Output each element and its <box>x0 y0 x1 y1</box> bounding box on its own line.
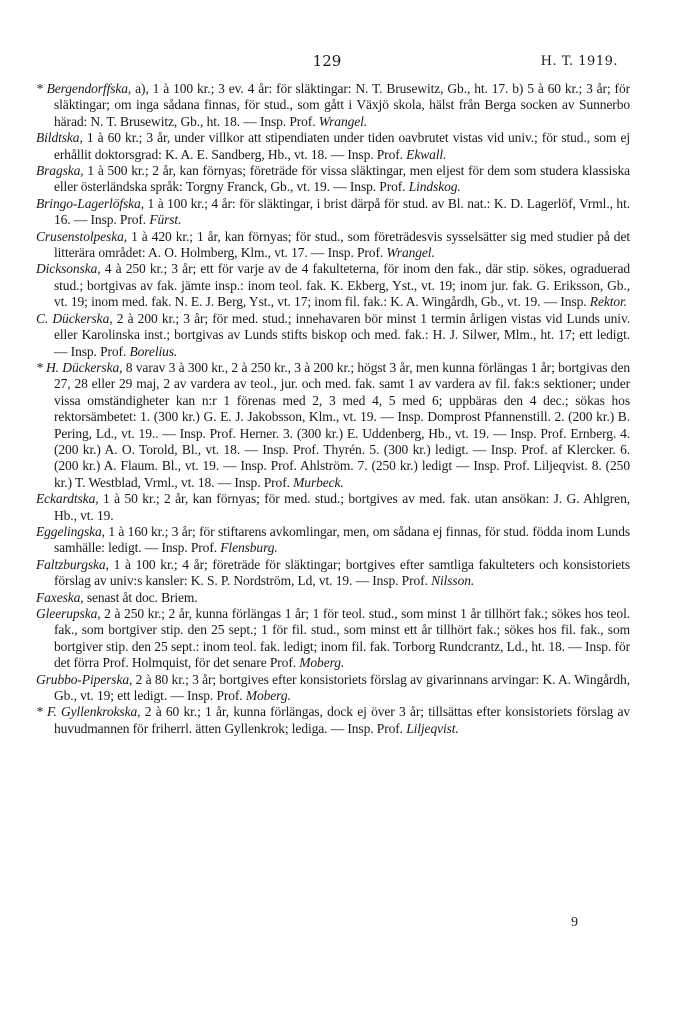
scholarship-text: 1 à 420 kr.; 1 år, kan förnyas; för stud., som företrädesvis sysselsätter sig med studier på det litterära området: A. O. Holmberg, Klm., vt. 17. — Insp. Prof. <box>54 228 630 261</box>
scholarship-entry <box>36 672 630 705</box>
scholarship-name: Eckardtska, <box>36 491 99 507</box>
scholarship-text: 2 à 250 kr.; 2 år, kunna förlängas 1 år; 1 för teol. stud., som minst 1 år tillhört fak.; sökes hos teol. fak., som bortgiver stip. den 25 sept.; 1 för fil. stud., som minst ett år tillhört fak.; sökes hos fil. fak., som bortgiver stip. den 25 sept.: inom teol. fak. ledigt; inom fil. fak. Torborg Rundcrantz, Ld., ht. 18. — Insp. för det förra Prof. Holmquist, för det senare Prof. <box>54 606 630 671</box>
signature-mark: 9 <box>571 915 578 930</box>
scholarship-name: * Bergendorffska, <box>36 81 132 96</box>
scholarship-name: Bragska, <box>36 163 84 179</box>
scholarship-text: 2 à 200 kr.; 3 år; för med. stud.; innehavaren bör minst 1 termin årligen vistas vid Lunds univ. eller Karolinska inst.; bortgivas av Lunds stifts biskop och med. fak.: H. J. Silwer, Mlm., ht. 17; ett ledigt. — Insp. Prof. <box>54 310 630 359</box>
page-number: 129 <box>312 52 342 70</box>
inspector-name: Fürst. <box>149 212 182 228</box>
scholarship-name: Dicksonska, <box>36 261 101 277</box>
inspector-name: Moberg. <box>299 655 345 671</box>
running-title: H. T. 1919. <box>540 54 618 69</box>
scholarship-text: 1 à 50 kr.; 2 år, kan förnyas; för med. stud.; bortgives av med. fak. utan ansökan: J. G. Ahlgren, Hb., vt. 19. <box>54 491 630 523</box>
scholarship-name: Eggelingska, <box>36 523 105 539</box>
scholarship-text: 1 à 100 kr.; 4 år: för släktingar, i brist därpå för stud. av Bl. nat.: K. D. Lagerlöf, Vrml., ht. 16. — Insp. Prof. <box>54 195 630 228</box>
scholarship-entry <box>36 261 630 310</box>
scholarship-text: 4 à 250 kr.; 3 år; ett för varje av de 4 fakulteterna, för inom den fak., där stip. sökes, ograduerad stud.; bortgivas av fak. jämte insp.: inom teol. fak. K. Ekberg, Yst., vt. 19; inom jur. fak. G. Eriksson, Gb., vt. 19; inom med. fak. N. E. J. Berg, Yst., vt. 17; inom fil. fak.: K. A. Wingårdh, Gb., vt. 19. — Insp. <box>54 261 630 310</box>
scholarship-name: Bringo-Lagerlöfska, <box>36 195 144 211</box>
scholarship-text: 2 à 60 kr.; 1 år, kunna förlängas, dock ej över 3 år; tillsättas efter konsistoriets förslag av huvudmannen för friherrl. ätten Gyllenkrok; lediga. — Insp. Prof. <box>54 704 630 736</box>
inspector-name: Borelius. <box>129 343 178 359</box>
scholarship-entry <box>36 81 630 130</box>
inspector-name: Wrangel. <box>386 245 435 261</box>
scholarship-entry <box>36 524 630 557</box>
inspector-name: Nilsson. <box>431 573 475 589</box>
scholarship-text: 1 à 60 kr.; 3 år, under villkor att stipendiaten under tiden oavbrutet vistas vid univ.; för stud., som ej erhållit doktorsgrad: K. A. E. Sandberg, Hb., vt. 18. — Insp. Prof. <box>54 130 630 162</box>
inspector-name: Wrangel. <box>318 113 368 129</box>
scholarship-text: 1 à 100 kr.; 4 år; företräde för släktingar; bortgives efter samtliga fakulteters och konsistoriets förslag av univ:s kansler: K. S. P. Nordström, Ld, vt. 19. — Insp. Prof. <box>54 556 630 589</box>
scholarship-text: 2 à 80 kr.; 3 år; bortgives efter konsistoriets förslag av givarinnans arvingar: K. A. Wingårdh, Gb., vt. 19; ett ledigt. — Insp. Prof. <box>54 671 630 704</box>
scholarship-name: C. Dückerska, <box>36 310 113 326</box>
scholarship-text: 1 à 500 kr.; 2 år, kan förnyas; företräde för vissa släktingar, men eljest för dem som studera klassiska eller österländska språk: Torgny Franck, Gb., vt. 19. — Insp. Prof. <box>54 163 630 195</box>
scholarship-text: 8 varav 3 à 300 kr., 2 à 250 kr., 3 à 200 kr.; högst 3 år, men kunna förlängas 1 år; bortgivas den 27, 28 eller 29 maj, 2 av vardera av teol., jur. och med. fak. samt 1 av vardera av fil. fak:s sektioner; under vissa omständigheter kan n:r 1 förenas med 2, 3 med 4, 5 med 6; uppbäras den 4 dec.; sökas hos rektorsämbetet: 1. (300 kr.) G. E. J. Jakobsson, Klm., vt. 19. — Insp. Domprost Pfannenstill. 2. (200 kr.) B. Pering, Ld., vt. 19.. — Insp. Prof. Herner. 3. (300 kr.) E. Uddenberg, Hb., vt. 19. — Insp. Prof. Ernberg. 4. (200 kr.) A. O. Torold, Bl., vt. 18. — Insp. Prof. Thyrén. 5. (300 kr.) ledigt. — Insp. Prof. af Klercker. 6. (200 kr.) A. Flaum. Bl., vt. 19. — Insp. Prof. Ahlström. 7. (250 kr.) ledigt — Insp. Prof. Liljeqvist. 8. (250 kr.) T. Westblad, Vrml., vt. 18. — Insp. Prof. <box>54 359 630 490</box>
scholarship-list <box>36 81 630 737</box>
scholarship-entry <box>36 491 630 524</box>
scholarship-entry <box>36 311 630 360</box>
scholarship-name: Bildtska, <box>36 130 83 146</box>
scholarship-entry <box>36 606 630 672</box>
inspector-name: Ekwall. <box>406 146 447 162</box>
scholarship-name: Faxeska, <box>36 589 84 605</box>
scholarship-name: Grubbo-Piperska, <box>36 671 133 687</box>
page-header <box>36 52 618 72</box>
scholarship-entry <box>36 130 630 163</box>
scholarship-text: 1 à 160 kr.; 3 år; för stiftarens avkomlingar, men, om sådana ej finnas, för stud. födda inom Lunds samhälle: ledigt. — Insp. Prof. <box>54 523 630 556</box>
inspector-name: Liljeqvist. <box>406 720 459 736</box>
inspector-name: Lindskog. <box>408 179 461 195</box>
inspector-name: Flensburg. <box>220 540 278 556</box>
scholarship-entry <box>36 590 630 606</box>
scholarship-name: Faltzburgska, <box>36 556 109 572</box>
scholarship-entry <box>36 360 630 491</box>
scholarship-name: Crusenstolpeska, <box>36 228 128 244</box>
scholarship-entry <box>36 557 630 590</box>
scholarship-text: a), 1 à 100 kr.; 3 ev. 4 år: för släktingar: N. T. Brusewitz, Gb., ht. 17. b) 5 à 60 kr.; 3 år; för släktingar; om inga sådana finnas, för stud., som gått i Växjö skola, hälst från Berga socken av Sunnerbo härad: N. T. Brusewitz, Gb., ht. 18. — Insp. Prof. <box>54 81 630 129</box>
scholarship-name: Gleerupska, <box>36 606 101 621</box>
scholarship-entry <box>36 196 630 229</box>
inspector-name: Rektor. <box>589 294 627 310</box>
scholarship-entry <box>36 163 630 196</box>
scholarship-text: senast åt doc. Briem. <box>83 589 198 605</box>
scholarship-entry <box>36 704 630 737</box>
scholarship-entry <box>36 229 630 262</box>
inspector-name: Murbeck. <box>293 474 344 490</box>
scholarship-name: * H. Dückerska, <box>36 359 123 375</box>
scholarship-name: * F. Gyllenkrokska, <box>36 704 141 720</box>
inspector-name: Moberg. <box>245 688 291 704</box>
